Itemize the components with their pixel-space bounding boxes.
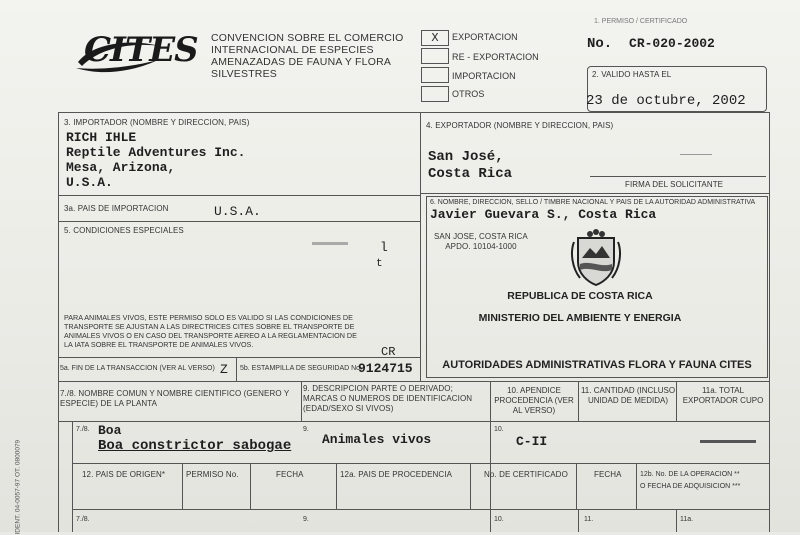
divider [58, 195, 420, 196]
permit-no-label: PERMISO No. [186, 470, 239, 479]
importer-line: Reptile Adventures Inc. [66, 145, 246, 160]
date2-label: FECHA [594, 470, 622, 479]
row1-scientific-name: Boa constrictor sabogae [98, 438, 292, 454]
divider [58, 421, 770, 422]
notice-line: ANIMALES VIVOS O EN CASO DEL TRANSPORTE AEREO A LA REGLAMENTACION DE [64, 331, 357, 340]
divider [250, 463, 251, 509]
ministry-title: MINISTERIO DEL AMBIENTE Y ENERGIA [478, 312, 682, 324]
redaction-mark [700, 440, 756, 443]
divider [636, 463, 637, 509]
stamp-label: 5b. ESTAMPILLA DE SEGURIDAD No. [240, 365, 363, 372]
col-header-description: 9. DESCRIPCION PARTE O DERIVADO; MARCAS O NUMEROS DE IDENTIFICACION (EDAD/SEXO SI VIVOS) [303, 384, 473, 413]
divider [676, 381, 677, 421]
divider [576, 463, 577, 509]
row1-num-78: 7./8. [76, 426, 90, 433]
divider [58, 357, 420, 358]
date-label: FECHA [276, 470, 304, 479]
permit-number-value: CR-020-2002 [629, 36, 715, 51]
authority-address-line: SAN JOSE, COSTA RICA [434, 232, 528, 241]
divider [578, 381, 579, 421]
authorities-title: AUTORIDADES ADMINISTRATIVAS FLORA Y FAUNA CITES [442, 359, 752, 371]
row1-common-name: Boa [98, 423, 122, 438]
type-label-exportacion: EXPORTACION [452, 32, 518, 42]
row1-appendix: C-II [516, 434, 548, 449]
checkbox-reexportacion[interactable] [421, 48, 449, 64]
operation-no-label: 12b. No. DE LA OPERACION ** [640, 471, 740, 478]
coat-of-arms-icon [570, 228, 622, 286]
col-header-appendix: 10. APENDICE PROCEDENCIA (VER AL VERSO) [494, 386, 574, 415]
cites-logo-text: CITES [84, 30, 198, 70]
convention-line: INTERNACIONAL DE ESPECIES [211, 44, 374, 56]
import-country-value: U.S.A. [214, 204, 261, 219]
row2-num-11: 11. [584, 516, 594, 523]
exporter-line: Costa Rica [428, 166, 513, 182]
type-label-importacion: IMPORTACION [452, 71, 516, 81]
notice-line: LA IATA SOBRE EL TRANSPORTE DE ANIMALES VIVOS. [64, 340, 254, 349]
divider [182, 463, 183, 509]
valid-until-label: 2. VALIDO HASTA EL [592, 70, 672, 79]
import-country-label: 3a. PAIS DE IMPORTACION [64, 204, 169, 213]
divider [676, 509, 677, 532]
divider [58, 221, 420, 222]
republic-title: REPUBLICA DE COSTA RICA [507, 290, 653, 302]
checkbox-exportacion[interactable] [421, 30, 449, 46]
importer-line: RICH IHLE [66, 130, 137, 145]
row1-num-10: 10. [494, 426, 504, 433]
divider [72, 421, 73, 532]
exporter-address [428, 149, 512, 183]
col-header-total: 11a. TOTAL EXPORTADOR CUPO [682, 386, 764, 405]
exporter-label: 4. EXPORTADOR (NOMBRE Y DIRECCION, PAIS) [426, 121, 614, 130]
convention-line: AMENAZADAS DE FAUNA Y FLORA [211, 56, 392, 68]
special-conditions-label: 5. CONDICIONES ESPECIALES [64, 226, 184, 235]
origin-country-label: 12. PAIS DE ORIGEN* [82, 470, 166, 479]
convention-line: CONVENCION SOBRE EL COMERCIO [211, 32, 404, 44]
type-label-reexportacion: RE - EXPORTACION [452, 52, 539, 62]
provenance-country-label: 12a. PAIS DE PROCEDENCIA [340, 470, 453, 479]
transaction-value: Z [220, 362, 228, 377]
authority-address-line: APDO. 10104-1000 [445, 242, 517, 251]
divider [236, 357, 237, 381]
divider [58, 112, 770, 113]
divider [72, 509, 769, 510]
signature-label: FIRMA DEL SOLICITANTE [625, 180, 724, 189]
divider [420, 112, 421, 382]
row1-description: Animales vivos [322, 432, 432, 447]
side-ident-code: IDENT. 04-0057-97 OT. 0800079 [14, 439, 22, 535]
divider [420, 193, 769, 194]
transaction-label: 5a. FIN DE LA TRANSACCION (VER AL VERSO) [60, 365, 215, 372]
smudge-mark [312, 242, 348, 245]
convention-line: SILVESTRES [211, 68, 277, 80]
importer-line: Mesa, Arizona, [66, 160, 176, 175]
divider [470, 463, 471, 509]
signature-line [590, 176, 766, 177]
special-condition-mark: l [380, 240, 388, 255]
certificate-no-label: No. DE CERTIFICADO [484, 470, 568, 479]
row2-num-11a: 11a. [680, 516, 694, 523]
col-header-quantity: 11. CANTIDAD (INCLUSO UNIDAD DE MEDIDA) [580, 386, 676, 405]
valid-until-date: 23 de octubre, 2002 [586, 93, 746, 109]
special-condition-mark: t [376, 258, 383, 270]
permit-number [587, 36, 715, 52]
row2-num-9: 9. [303, 516, 309, 523]
authority-label: 6. NOMBRE, DIRECCION, SELLO / TIMBRE NACIONAL Y PAIS DE LA AUTORIDAD ADMINISTRATIVA [430, 199, 756, 206]
permit-faint-label: 1. PERMISO / CERTIFICADO [594, 18, 688, 25]
checkbox-importacion[interactable] [421, 67, 449, 83]
importer-line: U.S.A. [66, 175, 113, 190]
divider [58, 112, 59, 532]
signature-line [680, 154, 712, 155]
divider [769, 112, 770, 532]
notice-line: PARA ANIMALES VIVOS, ESTE PERMISO SOLO ES VALIDO SI LAS CONDICIONES DE [64, 313, 353, 322]
row2-num-10: 10. [494, 516, 504, 523]
stamp-prefix: CR [381, 345, 396, 359]
stamp-number: 9124715 [358, 361, 413, 376]
cites-logo [72, 24, 198, 76]
type-label-otros: OTROS [452, 89, 485, 99]
convention-title [211, 32, 421, 80]
col-header-common-name: 7./8. NOMBRE COMUN Y NOMBRE CIENTIFICO (GENERO Y ESPECIE) DE LA PLANTA [60, 389, 290, 408]
authority-address [434, 232, 528, 252]
authority-name: Javier Guevara S., Costa Rica [430, 207, 657, 222]
row2-num-78: 7./8. [76, 516, 90, 523]
checkbox-otros[interactable] [421, 86, 449, 102]
acquisition-date-label: O FECHA DE ADQUISICION *** [640, 483, 741, 490]
divider [336, 463, 337, 509]
checkbox-mark: X [431, 31, 439, 45]
importer-label: 3. IMPORTADOR (NOMBRE Y DIRECCION, PAIS) [64, 118, 250, 127]
permit-prefix: No. [587, 36, 613, 52]
live-animal-notice [64, 313, 416, 349]
importer-address [66, 130, 245, 190]
notice-line: TRANSPORTE SE AJUSTAN A LAS DIRECTRICES CITES SOBRE EL TRANSPORTE DE [64, 322, 355, 331]
divider [72, 463, 769, 464]
authority-box [426, 196, 768, 378]
divider [301, 381, 302, 421]
row1-num-9: 9. [303, 426, 309, 433]
exporter-line: San José, [428, 149, 504, 165]
divider [58, 381, 770, 382]
divider [578, 509, 579, 532]
